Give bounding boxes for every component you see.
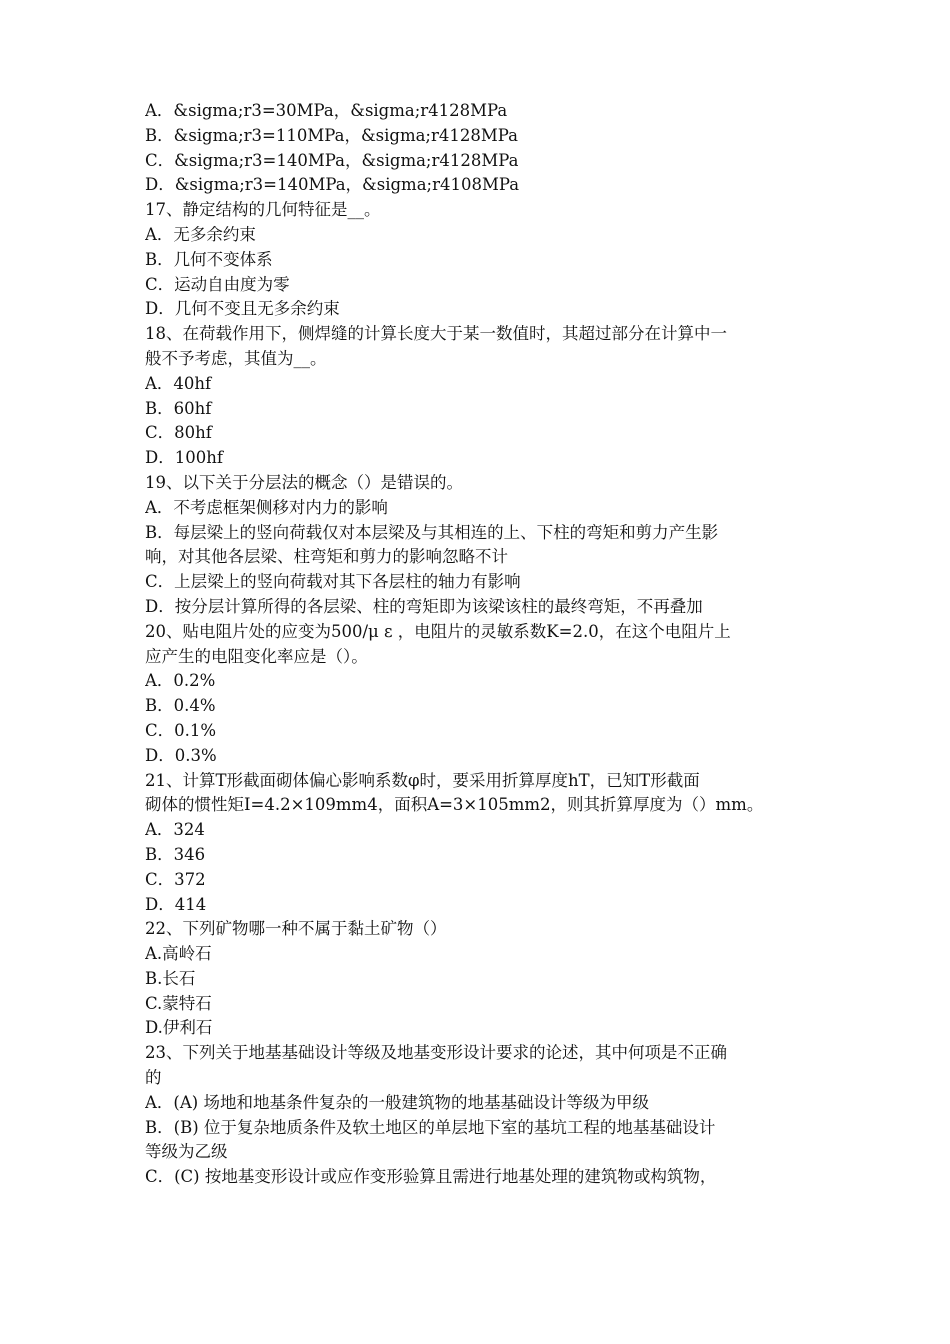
question-17: 17、静定结构的几何特征是__。 (145, 200, 381, 220)
option-line: A．(A) 场地和地基条件复杂的一般建筑物的地基基础设计等级为甲级 (145, 1092, 649, 1112)
option-line: C．运动自由度为零 (145, 274, 290, 294)
option-line: C．(C) 按地基变形设计或应作变形验算且需进行地基处理的建筑物或构筑物， (145, 1167, 717, 1187)
option-line: B．60hf (145, 398, 212, 418)
question-23: 23、下列关于地基基础设计等级及地基变形设计要求的论述，其中何项是不正确 (145, 1043, 727, 1063)
option-line: C．0.1% (145, 720, 217, 740)
question-21: 21、计算T形截面砌体偏心影响系数φ时，要采用折算厚度hT，已知T形截面 (145, 770, 700, 790)
option-line: D.伊利石 (145, 1018, 213, 1038)
option-line: B．每层梁上的竖向荷载仅对本层梁及与其相连的上、下柱的弯矩和剪力产生影 (145, 522, 719, 542)
option-line: B．0.4% (145, 696, 216, 716)
option-line: C．372 (145, 869, 206, 889)
option-line-continued: 等级为乙级 (145, 1142, 228, 1162)
option-line: D．0.3% (145, 745, 217, 765)
option-line: A．不考虑框架侧移对内力的影响 (145, 497, 388, 517)
question-18-continued: 般不予考虑，其值为__。 (145, 348, 327, 368)
option-line: D．&sigma;r3=140MPa，&sigma;r4108MPa (145, 175, 520, 195)
question-21-continued: 砌体的惯性矩I=4.2×109mm4，面积A=3×105mm2，则其折算厚度为（）mm。 (145, 795, 764, 815)
option-line: A．324 (145, 820, 205, 840)
option-line: B.长石 (145, 968, 196, 988)
option-line: C.蒙特石 (145, 993, 212, 1013)
option-line: C．80hf (145, 423, 212, 443)
option-line: D．414 (145, 894, 207, 914)
option-line: D．几何不变且无多余约束 (145, 299, 340, 319)
option-line: D．100hf (145, 448, 223, 468)
option-line: B．&sigma;r3=110MPa，&sigma;r4128MPa (145, 125, 518, 145)
question-20: 20、贴电阻片处的应变为500/μ ε ，电阻片的灵敏系数K=2.0，在这个电阻片上 (145, 621, 731, 641)
option-line: C．上层梁上的竖向荷载对其下各层柱的轴力有影响 (145, 572, 521, 592)
option-line: C．&sigma;r3=140MPa，&sigma;r4128MPa (145, 150, 519, 170)
question-23-continued: 的 (145, 1068, 162, 1088)
option-line-continued: 响，对其他各层梁、柱弯矩和剪力的影响忽略不计 (145, 547, 508, 567)
question-20-continued: 应产生的电阻变化率应是（）。 (145, 646, 368, 666)
option-line: D．按分层计算所得的各层梁、柱的弯矩即为该梁该柱的最终弯矩，不再叠加 (145, 596, 703, 616)
option-line: B．346 (145, 844, 206, 864)
option-line: A．40hf (145, 373, 212, 393)
option-line: A.高岭石 (145, 944, 212, 964)
option-line: A．无多余约束 (145, 224, 256, 244)
option-line: B．(B) 位于复杂地质条件及软土地区的单层地下室的基坑工程的地基基础设计 (145, 1117, 716, 1137)
question-19: 19、以下关于分层法的概念（）是错误的。 (145, 472, 463, 492)
question-22: 22、下列矿物哪一种不属于黏土矿物（） (145, 919, 447, 939)
option-line: B．几何不变体系 (145, 249, 273, 269)
option-line: A．0.2% (145, 671, 216, 691)
question-18: 18、在荷载作用下，侧焊缝的计算长度大于某一数值时，其超过部分在计算中一 (145, 324, 727, 344)
option-line: A．&sigma;r3=30MPa，&sigma;r4128MPa (145, 101, 508, 120)
document-body (145, 99, 810, 1190)
